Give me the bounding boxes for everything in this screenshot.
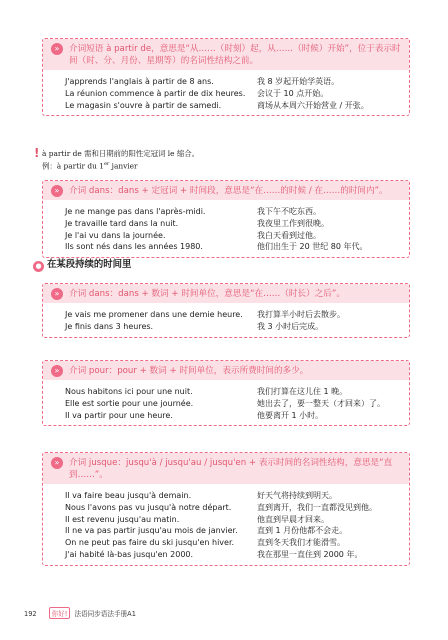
- box-header: 介词 dans：dans + 数词 + 时间单位，意思是“在……（时长）之后”。: [69, 289, 345, 299]
- section-title: ● 在某段持续的时间里: [33, 256, 131, 272]
- grammar-box-a-partir-de: [42, 38, 410, 116]
- grammar-box-dans-duration: [42, 283, 410, 338]
- chinese-translation: 直到 1 月份他都不会走。: [257, 526, 348, 536]
- box-header: 介词 pour：pour + 数词 + 时间单位，表示所费时间的多少。: [69, 366, 309, 376]
- example-row: [65, 218, 409, 230]
- chinese-translation: 我下午不吃东西。: [257, 207, 321, 216]
- usage-note: [34, 146, 408, 171]
- french-example: Il ne va pas partir jusqu'au mois de janvier.: [65, 526, 238, 536]
- example-row: [65, 410, 409, 422]
- page-number: 192: [24, 610, 37, 618]
- chinese-translation: 他要离开 1 小时。: [257, 410, 324, 420]
- french-example: Je ne mange pas dans l'après-midi.: [65, 207, 206, 216]
- example-row: [65, 525, 409, 537]
- french-example: Je finis dans 3 heures.: [65, 321, 154, 331]
- chinese-translation: 直到冬天我们才能滑雪。: [257, 538, 345, 548]
- book-title: 法语同步语法手册A1: [74, 610, 136, 618]
- french-example: On ne peut pas faire du ski jusqu'en hiver.: [65, 538, 235, 548]
- french-example: Nous l'avons pas vu jusqu'à notre départ.: [65, 502, 232, 512]
- grammar-box-pour: [42, 360, 410, 426]
- arrow-icon: »: [51, 288, 63, 300]
- chinese-translation: 我夜里工作到很晚。: [257, 218, 329, 228]
- french-example: J'ai habité là-bas jusqu'en 2000.: [65, 549, 194, 559]
- exclamation-icon: !: [34, 146, 40, 160]
- note-line-2: 例：à partir du 1er janvier: [42, 161, 138, 171]
- example-row: [65, 386, 409, 398]
- example-row: [65, 309, 409, 321]
- example-row: [65, 241, 409, 253]
- box-header: 介词 jusque：jusqu'à / jusqu'au / jusqu'en + 表示时间的名词性结构，意思是“直到……”。: [69, 458, 393, 480]
- chinese-translation: 好天气将持续到明天。: [257, 491, 337, 500]
- example-row: [65, 76, 409, 88]
- french-example: Elle est sortie pour une journée.: [65, 398, 194, 408]
- arrow-icon: »: [51, 365, 63, 377]
- box-header: 介词短语 à partir de，意思是“从……（时刻）起，从……（时候）开始”，位于表示时间（时、分、月份、星期等）的名词性结构之前。: [69, 44, 401, 66]
- series-tag: 你好!: [49, 607, 71, 619]
- french-example: Ils sont nés dans les années 1980.: [65, 242, 203, 252]
- chinese-translation: 会议于 10 点开始。: [257, 88, 329, 98]
- chinese-translation: 他直到早晨才回来。: [257, 514, 329, 524]
- example-row: [65, 100, 409, 112]
- chinese-translation: 他们出生于 20 世纪 80 年代。: [257, 242, 368, 252]
- example-row: [65, 321, 409, 333]
- chinese-translation: 我 3 小时后完成。: [257, 321, 324, 331]
- french-example: Nous habitons ici pour une nuit.: [65, 387, 193, 396]
- example-row: [65, 88, 409, 100]
- chinese-translation: 直到离开，我们一直都没见到他。: [257, 502, 377, 512]
- arrow-icon: »: [51, 43, 63, 55]
- example-row: [65, 502, 409, 514]
- chinese-translation: 我打算半小时后去散步。: [257, 310, 345, 319]
- example-row: [65, 230, 409, 242]
- example-row: [65, 490, 409, 502]
- french-example: Je travaille tard dans la nuit.: [65, 218, 179, 228]
- chinese-translation: 我在那里一直住到 2000 年。: [257, 549, 363, 559]
- example-row: [65, 549, 409, 561]
- grammar-box-dans-definite: [42, 180, 410, 258]
- chinese-translation: 我们打算在这儿住 1 晚。: [257, 387, 348, 396]
- french-example: J'apprends l'anglais à partir de 8 ans.: [65, 77, 214, 86]
- french-example: La réunion commence à partir de dix heures.: [65, 88, 246, 98]
- section-bullet-icon: ●: [33, 261, 44, 272]
- chinese-translation: 商场从本周六开始营业 / 开张。: [257, 100, 369, 110]
- page-footer: [24, 607, 136, 619]
- example-row: [65, 206, 409, 218]
- example-row: [65, 514, 409, 526]
- french-example: Il va partir pour une heure.: [65, 410, 173, 420]
- french-example: Il va faire beau jusqu'à demain.: [65, 491, 192, 500]
- grammar-box-jusque: [42, 452, 410, 566]
- arrow-icon: »: [51, 185, 63, 197]
- chinese-translation: 我 8 岁起开始学英语。: [257, 77, 340, 86]
- french-example: Je vais me promener dans une demie heure.: [65, 310, 243, 319]
- chinese-translation: 她出去了，要一整天（才回来）了。: [257, 398, 385, 408]
- example-row: [65, 537, 409, 549]
- note-line-1: à partir de 需和日期前的阳性定冠词 le 缩合。: [42, 149, 200, 158]
- box-header: 介词 dans：dans + 定冠词 + 时间段，意思是“在……的时候 / 在……的时间内”。: [69, 186, 388, 196]
- french-example: Je l'ai vu dans la journée.: [65, 230, 166, 240]
- french-example: Il est revenu jusqu'au matin.: [65, 514, 180, 524]
- example-row: [65, 398, 409, 410]
- french-example: Le magasin s'ouvre à partir de samedi.: [65, 100, 222, 110]
- arrow-icon: »: [51, 457, 63, 469]
- chinese-translation: 我白天看到过他。: [257, 230, 321, 240]
